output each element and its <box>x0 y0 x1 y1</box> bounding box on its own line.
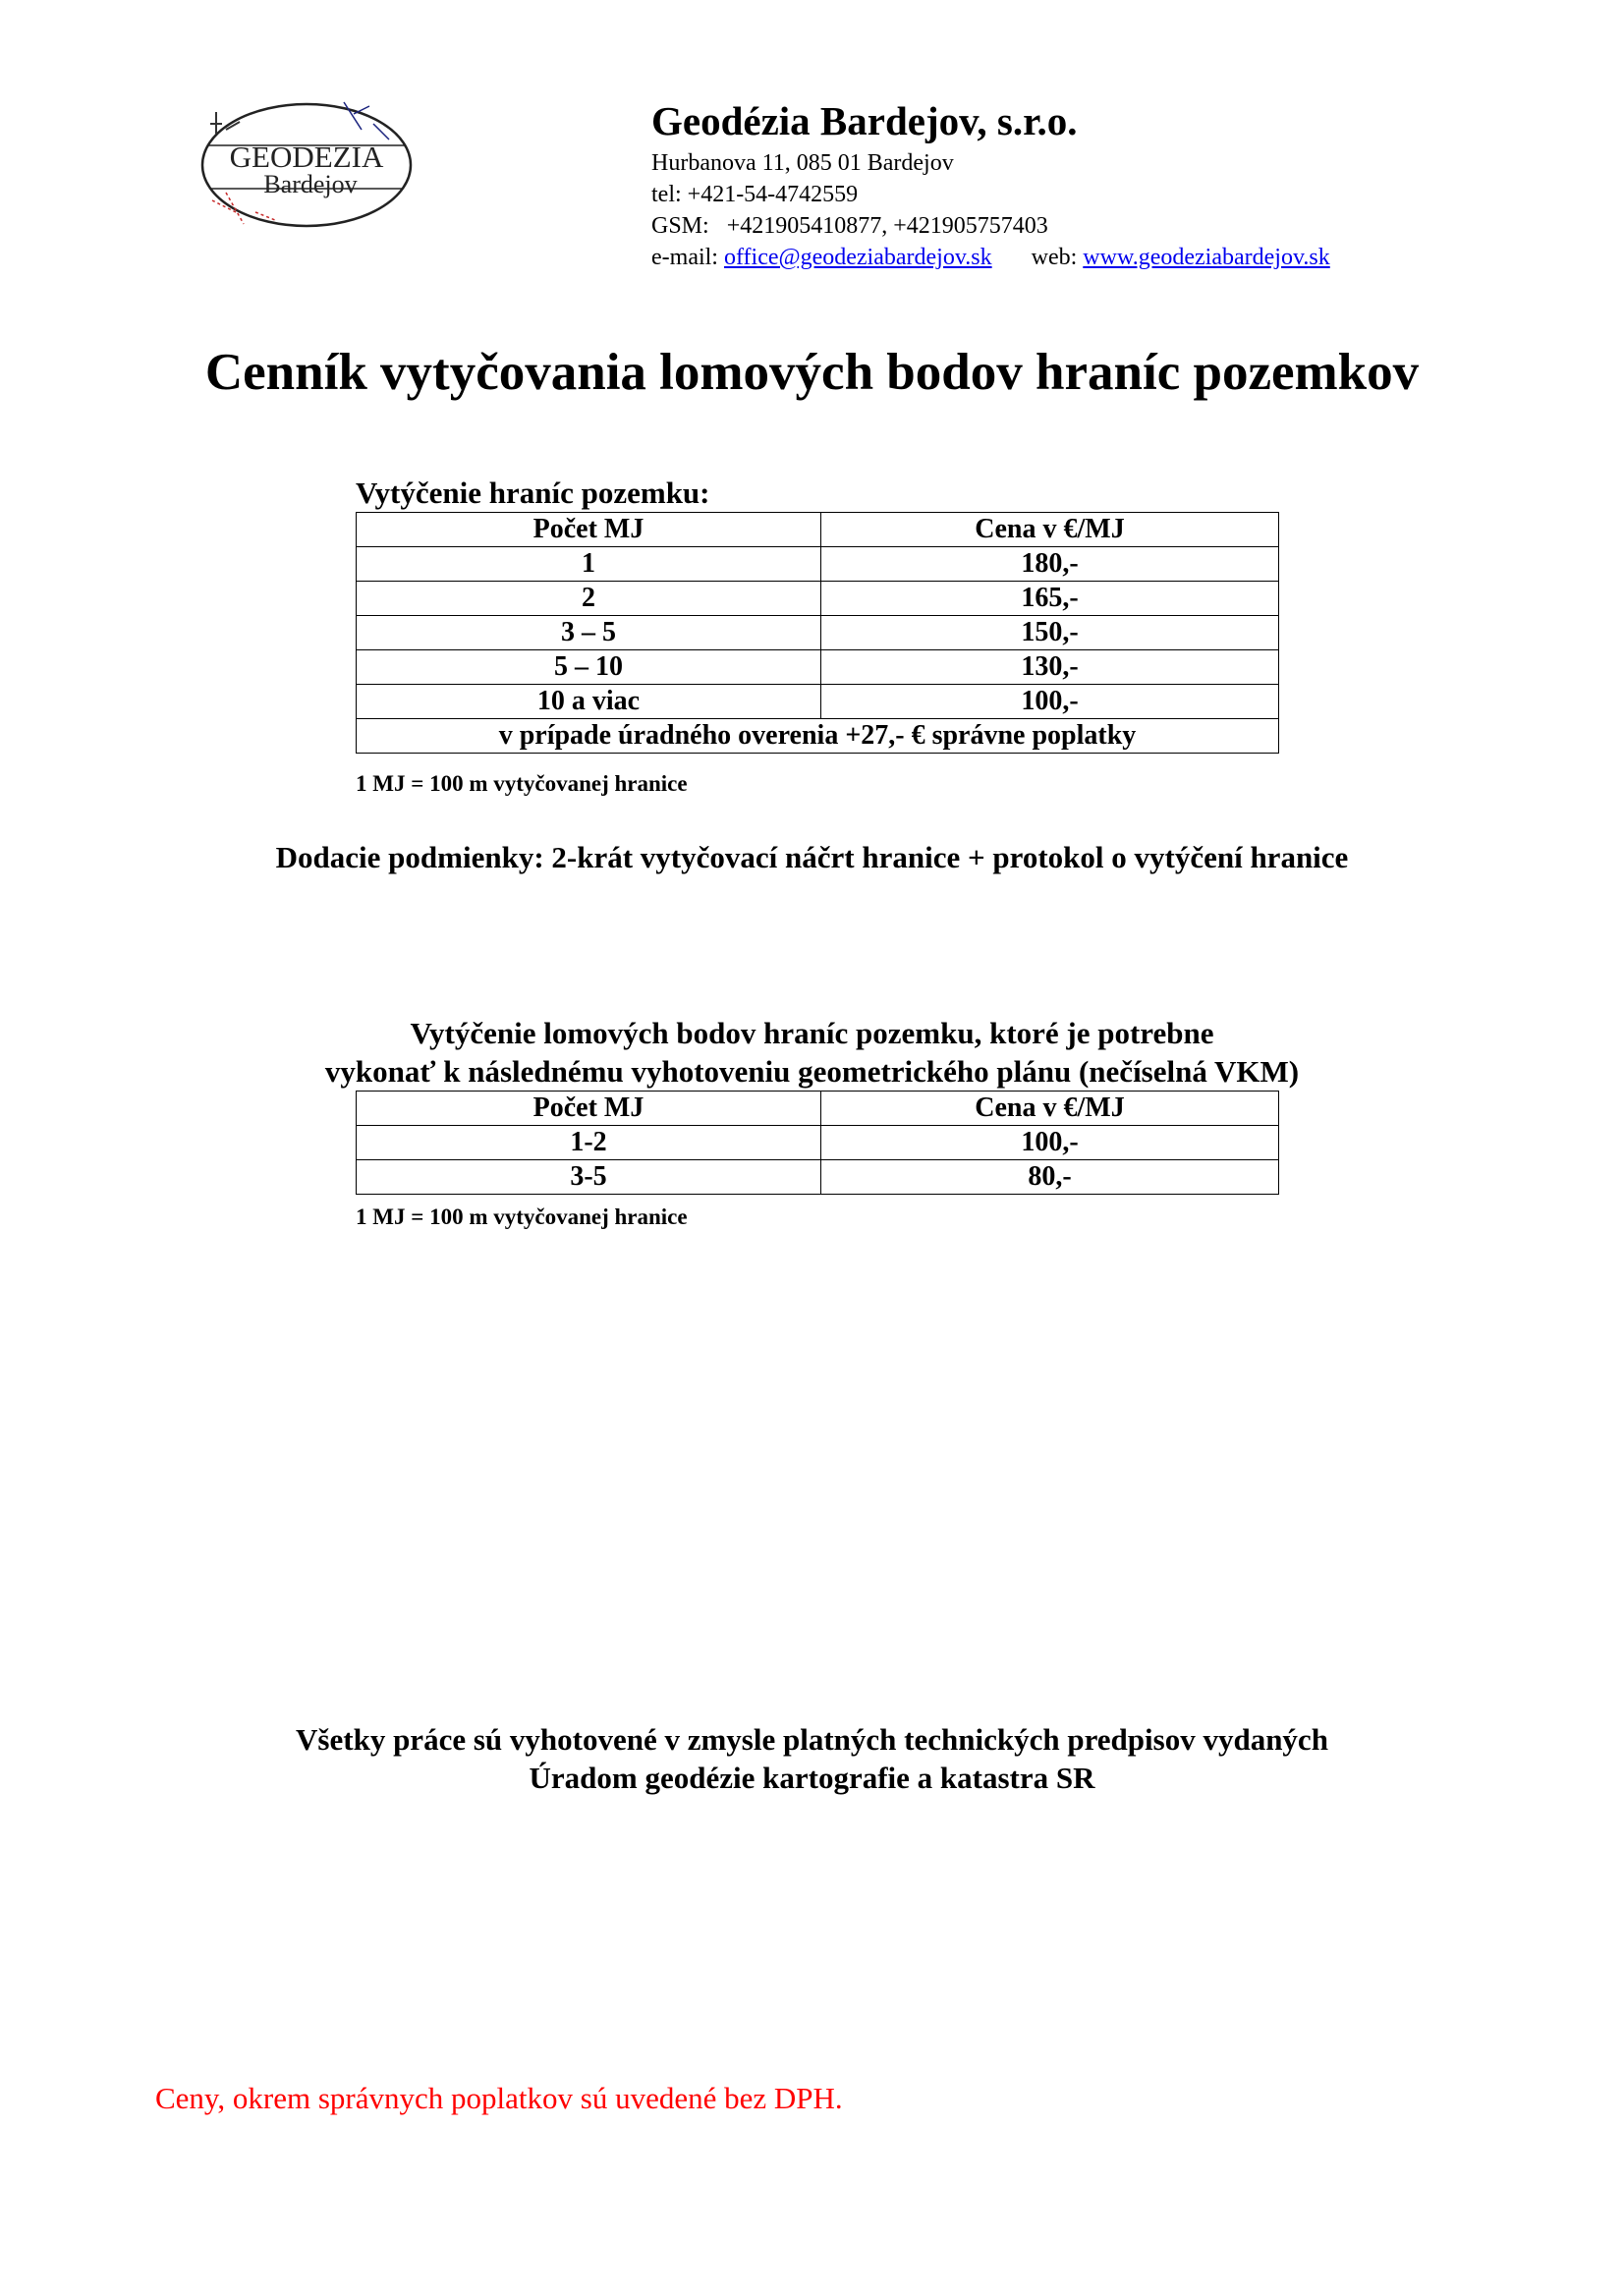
cell-price: 130,- <box>821 650 1279 685</box>
official-verification-note: v prípade úradného overenia +27,- € správne poplatky <box>357 719 1279 754</box>
table-row <box>357 650 1279 685</box>
table-row <box>357 1160 1279 1195</box>
section2-heading-line2: vykonať k následnému vyhotoveniu geometrického plánu (nečíselná VKM) <box>324 1054 1300 1089</box>
cell-price: 100,- <box>821 685 1279 719</box>
section1-heading: Vytýčenie hraníc pozemku: <box>356 476 710 510</box>
table-header-row <box>357 513 1279 547</box>
table-row <box>357 616 1279 650</box>
cell-price: 80,- <box>821 1160 1279 1195</box>
column-header-price: Cena v €/MJ <box>821 513 1279 547</box>
cell-price: 100,- <box>821 1126 1279 1160</box>
cell-count: 1-2 <box>357 1126 821 1160</box>
company-logo <box>196 94 417 232</box>
closing-line2: Úradom geodézie kartografie a katastra SR <box>529 1761 1095 1795</box>
column-header-count: Počet MJ <box>357 1092 821 1126</box>
cell-count: 3-5 <box>357 1160 821 1195</box>
price-table-2 <box>356 1091 1279 1195</box>
page-title: Cenník vytyčovania lomových bodov hraníc pozemkov <box>204 344 1420 401</box>
table-row <box>357 582 1279 616</box>
tripod-icon <box>210 112 240 134</box>
cell-price: 165,- <box>821 582 1279 616</box>
company-name: Geodézia Bardejov, s.r.o. <box>651 98 1078 143</box>
column-header-price: Cena v €/MJ <box>821 1092 1279 1126</box>
cell-price: 180,- <box>821 547 1279 582</box>
cell-price: 150,- <box>821 616 1279 650</box>
unit-note: 1 MJ = 100 m vytyčovanej hranice <box>356 771 688 796</box>
web-link[interactable]: www.geodeziabardejov.sk <box>1083 245 1330 270</box>
vat-note: Ceny, okrem správnych poplatkov sú uvedené bez DPH. <box>155 2081 843 2115</box>
cell-count: 1 <box>357 547 821 582</box>
logo-text-top: GEODEZIA <box>229 140 384 174</box>
map-sketch-icon <box>344 102 389 140</box>
company-gsm: GSM: +421905410877, +421905757403 <box>651 213 1048 239</box>
company-tel: tel: +421-54-4742559 <box>651 182 859 207</box>
cell-count: 5 – 10 <box>357 650 821 685</box>
logo-text-bottom: Bardejov <box>263 170 358 198</box>
table-header-row <box>357 1092 1279 1126</box>
email-link[interactable]: office@geodeziabardejov.sk <box>723 245 992 270</box>
cell-count: 10 a viac <box>357 685 821 719</box>
delivery-terms: Dodacie podmienky: 2-krát vytyčovací náčrt hranice + protokol o vytýčení hranice <box>275 840 1349 874</box>
section2-heading-line1: Vytýčenie lomových bodov hraníc pozemku, ktoré je potrebne <box>410 1016 1214 1050</box>
table-footer-row <box>357 719 1279 754</box>
unit-note: 1 MJ = 100 m vytyčovanej hranice <box>356 1204 688 1229</box>
column-header-count: Počet MJ <box>357 513 821 547</box>
table-row <box>357 547 1279 582</box>
cell-count: 3 – 5 <box>357 616 821 650</box>
company-header <box>651 94 1330 273</box>
cell-count: 2 <box>357 582 821 616</box>
table-row <box>357 1126 1279 1160</box>
company-address: Hurbanova 11, 085 01 Bardejov <box>651 150 954 176</box>
company-contacts <box>651 242 1330 273</box>
email-label: e-mail: <box>651 245 718 270</box>
price-table-1 <box>356 512 1279 754</box>
table-row <box>357 685 1279 719</box>
web-label: web: <box>1031 245 1078 270</box>
closing-line1: Všetky práce sú vyhotovené v zmysle platných technických predpisov vydaných <box>296 1722 1328 1757</box>
